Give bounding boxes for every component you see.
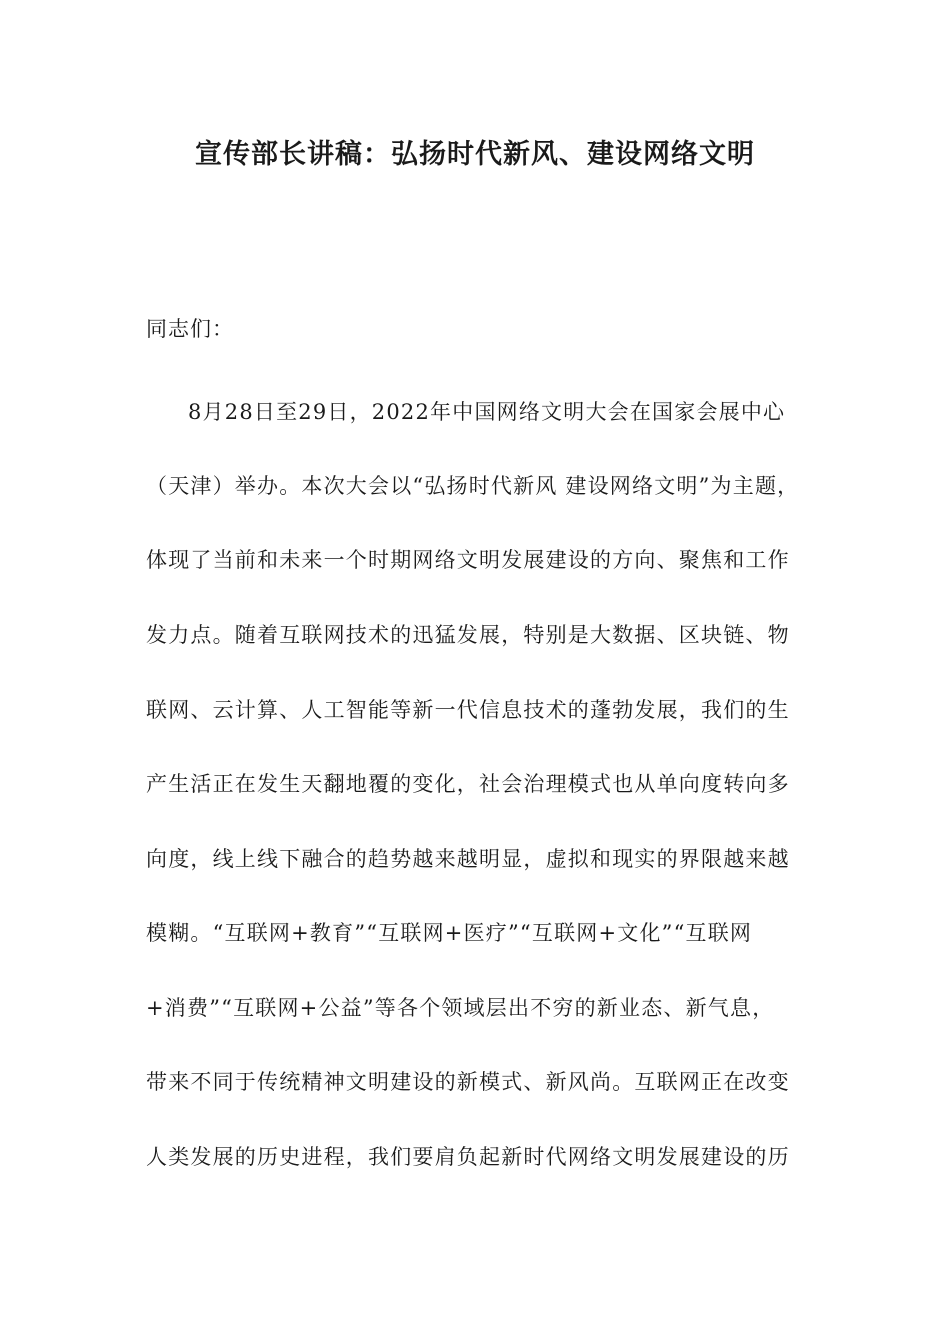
paragraph-line: 人类发展的历史进程，我们要肩负起新时代网络文明发展建设的历 — [146, 1145, 790, 1169]
salutation: 同志们： — [146, 317, 234, 341]
paragraph-line: 模糊。“互联网+教育”“互联网+医疗”“互联网+文化”“互联网 — [146, 921, 753, 945]
document-title: 宣传部长讲稿：弘扬时代新风、建设网络文明 — [195, 139, 755, 170]
paragraph-line: 向度，线上线下融合的趋势越来越明显，虚拟和现实的界限越来越 — [146, 847, 790, 871]
paragraph-line: +消费”“互联网+公益”等各个领域层出不穷的新业态、新气息， — [146, 996, 775, 1020]
paragraph-line: 8月28日至29日，2022年中国网络文明大会在国家会展中心 — [188, 400, 786, 424]
paragraph-line: 发力点。随着互联网技术的迅猛发展，特别是大数据、区块链、物 — [146, 623, 790, 647]
paragraph-line: （天津）举办。本次大会以“弘扬时代新风 建设网络文明”为主题， — [146, 474, 800, 498]
paragraph-line: 产生活正在发生天翻地覆的变化，社会治理模式也从单向度转向多 — [146, 772, 790, 796]
paragraph-line: 联网、云计算、人工智能等新一代信息技术的蓬勃发展，我们的生 — [146, 698, 790, 722]
paragraph-line: 带来不同于传统精神文明建设的新模式、新风尚。互联网正在改变 — [146, 1070, 790, 1094]
paragraph-line: 体现了当前和未来一个时期网络文明发展建设的方向、聚焦和工作 — [146, 548, 790, 572]
